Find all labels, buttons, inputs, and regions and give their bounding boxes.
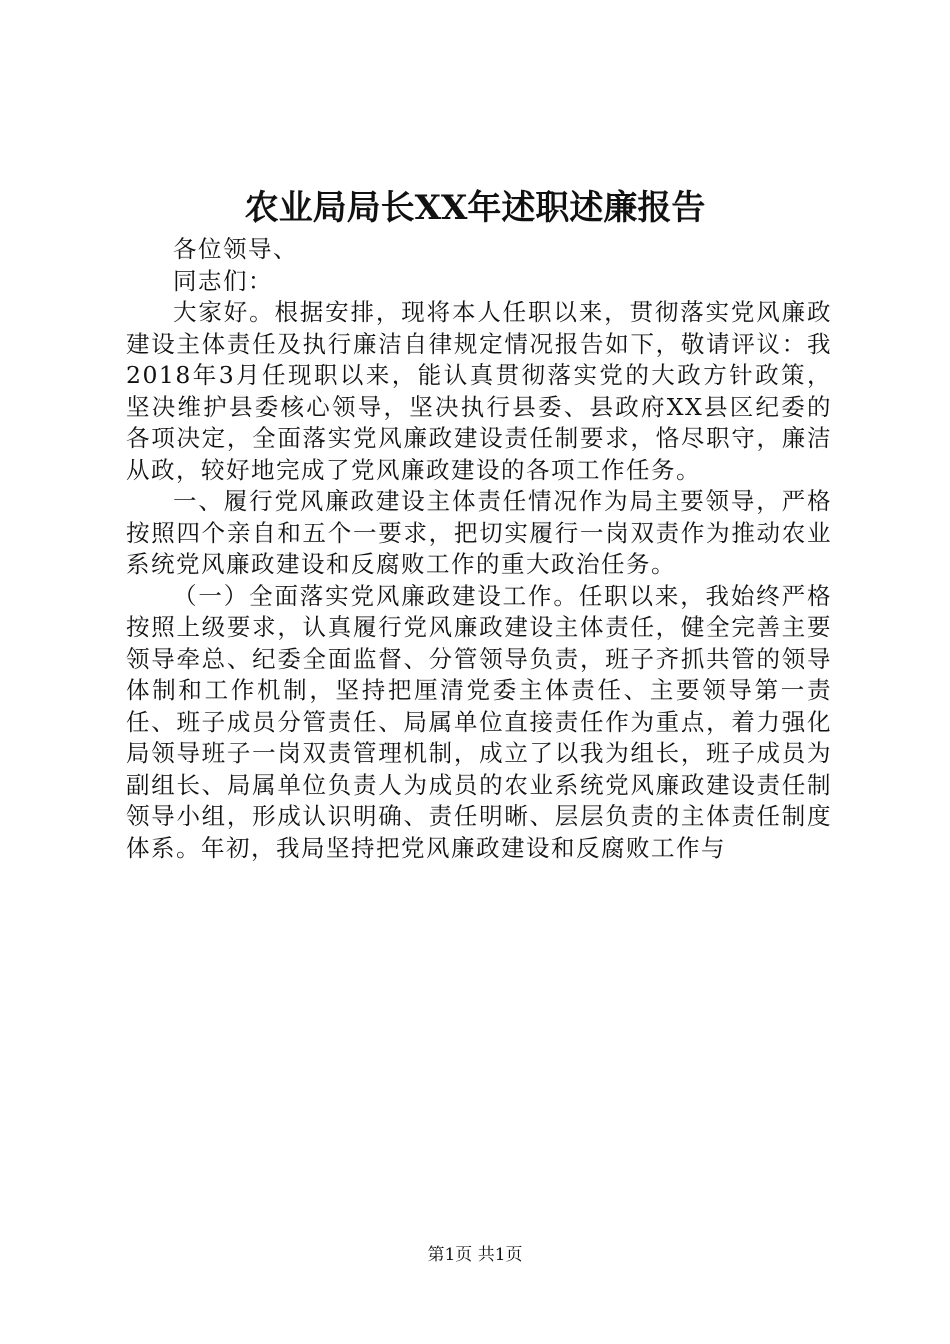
- body-paragraph: 大家好。根据安排，现将本人任职以来，贯彻落实党风廉政建设主体责任及执行廉洁自律规定情况报告如下，敬请评议：我2018年3月任现职以来，能认真贯彻落实党的大政方针政策，坚决维护县委核心领导，坚决执行县委、县政府XX县区纪委的各项决定，全面落实党风廉政建设责任制要求，恪尽职守，廉洁从政，较好地完成了党风廉政建设的各项工作任务。: [126, 298, 832, 484]
- body-paragraph: （一）全面落实党风廉政建设工作。任职以来，我始终严格按照上级要求，认真履行党风廉政建设主体责任，健全完善主要领导牵总、纪委全面监督、分管领导负责，班子齐抓共管的领导体制和工作机制，坚持把厘清党委主体责任、主要领导第一责任、班子成员分管责任、局属单位直接责任作为重点，着力强化局领导班子一岗双责管理机制，成立了以我为组长，班子成员为副组长、局属单位负责人为成员的农业系统党风廉政建设责任制领导小组，形成认识明确、责任明晰、层层负责的主体责任制度体系。年初，我局坚持把党风廉政建设和反腐败工作与: [126, 581, 832, 862]
- document-body: [126, 234, 832, 864]
- body-paragraph: 一、履行党风廉政建设主体责任情况作为局主要领导，严格按照四个亲自和五个一要求，把切实履行一岗双责作为推动农业系统党风廉政建设和反腐败工作的重大政治任务。: [126, 487, 832, 578]
- salutation-line-2: 同志们：: [173, 266, 273, 295]
- salutation-line-1: 各位领导、: [173, 235, 298, 263]
- page-footer: 第1页 共1页: [427, 1245, 523, 1265]
- document-title: 农业局局长XX年述职述廉报告: [244, 188, 706, 228]
